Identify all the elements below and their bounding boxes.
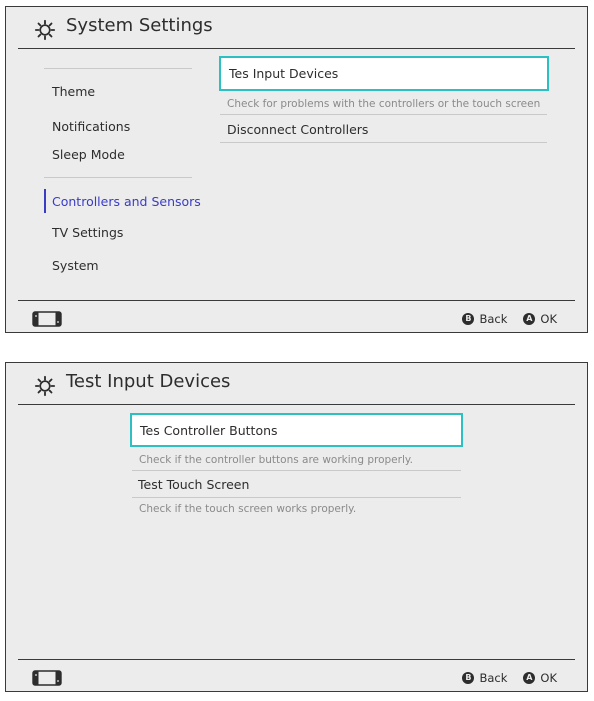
header xyxy=(6,363,587,405)
sidebar-item-theme[interactable]: Theme xyxy=(52,84,96,99)
back-button[interactable] xyxy=(462,671,507,685)
sidebar-item-sleep-mode[interactable]: Sleep Mode xyxy=(52,147,125,162)
sidebar-divider xyxy=(44,68,192,69)
a-button-icon: A xyxy=(523,672,535,684)
console-icon xyxy=(32,670,62,686)
menu-item-label: Tes Input Devices xyxy=(229,66,339,81)
page-title: Test Input Devices xyxy=(66,371,231,392)
test-input-devices-screen xyxy=(5,362,588,692)
back-label: Back xyxy=(479,312,508,326)
gear-icon xyxy=(34,19,56,41)
gear-icon xyxy=(34,375,56,397)
menu-item-test-touch-screen[interactable] xyxy=(130,471,463,497)
menu-item-test-input-devices[interactable] xyxy=(219,56,549,91)
system-settings-screen xyxy=(5,6,588,333)
ok-label: OK xyxy=(540,312,557,326)
menu-item-label: Tes Controller Buttons xyxy=(140,423,278,438)
footer-divider xyxy=(18,300,575,301)
active-indicator xyxy=(44,189,46,213)
sidebar-divider xyxy=(44,177,192,178)
menu-item-disconnect-controllers[interactable] xyxy=(219,115,549,141)
ok-button[interactable] xyxy=(523,312,557,326)
menu-item-description: Check if the controller buttons are working properly. xyxy=(139,454,413,466)
row-divider xyxy=(220,142,547,143)
row-divider xyxy=(132,497,461,498)
footer xyxy=(6,304,587,334)
menu-item-label: Disconnect Controllers xyxy=(227,122,369,137)
menu-item-description: Check if the touch screen works properly. xyxy=(139,503,357,515)
back-label: Back xyxy=(479,671,508,685)
footer xyxy=(6,663,587,693)
sidebar-item-system[interactable]: System xyxy=(52,258,99,273)
a-button-icon: A xyxy=(523,313,535,325)
sidebar-item-notifications[interactable]: Notifications xyxy=(52,119,131,134)
b-button-icon: B xyxy=(462,313,474,325)
footer-divider xyxy=(18,659,575,660)
menu-item-description: Check for problems with the controllers or the touch screen xyxy=(227,98,541,110)
sidebar-item-tv-settings[interactable]: TV Settings xyxy=(52,225,124,240)
sidebar-item-controllers-and-sensors[interactable]: Controllers and Sensors xyxy=(52,194,201,209)
menu-item-test-controller-buttons[interactable] xyxy=(130,413,463,447)
ok-button[interactable] xyxy=(523,671,557,685)
ok-label: OK xyxy=(540,671,557,685)
header-divider xyxy=(18,48,575,49)
console-icon xyxy=(32,311,62,327)
menu-item-label: Test Touch Screen xyxy=(138,477,250,492)
header xyxy=(6,7,587,49)
b-button-icon: B xyxy=(462,672,474,684)
back-button[interactable] xyxy=(462,312,507,326)
page-title: System Settings xyxy=(66,15,213,36)
header-divider xyxy=(18,404,575,405)
